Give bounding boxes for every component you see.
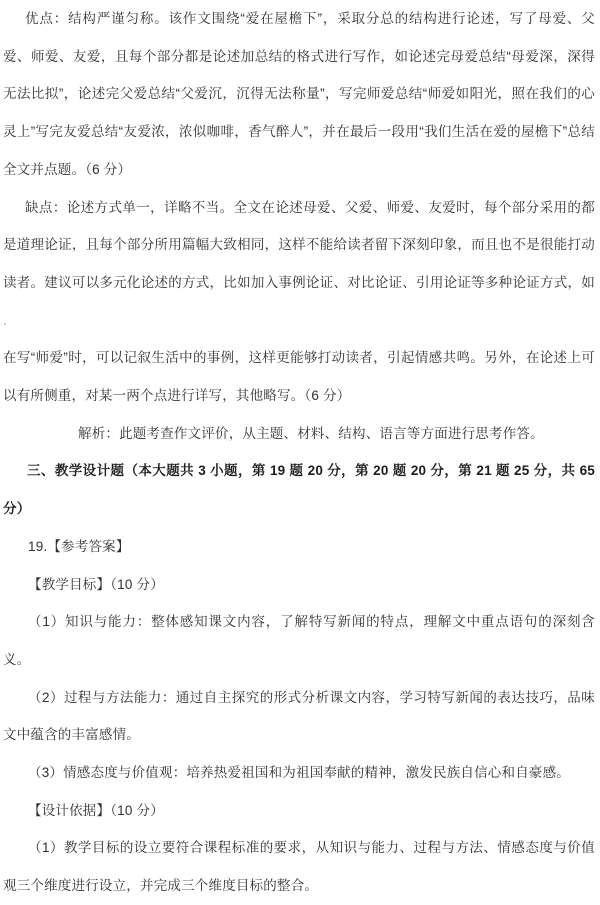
design-basis-heading: 【设计依据】（10 分）	[28, 802, 164, 818]
objective-knowledge-ability: （1）知识与能力：整体感知课文内容，了解特写新闻的特点，理解文中重点语句的深刻含义。	[3, 614, 595, 667]
cons-paragraph	[3, 189, 595, 340]
design-basis-point-1: （1）教学目标的设立要符合课程标准的要求，从知识与能力、过程与方法、情感态度与价值观三个维度进行设立，并完成三个维度目标的整合。	[3, 840, 595, 894]
teaching-objectives-heading: 【教学目标】（10 分）	[28, 576, 164, 592]
section-3-heading: 三、教学设计题（本大题共 3 小题，第 19 题 20 分，第 20 题 20 分，第 21 题 25 分，共 65 分）	[3, 463, 595, 517]
cons-paragraph-text: 缺点：论述方式单一，详略不当。全文在论述母爱、父爱、师爱、友爱时，每个部分采用的都是道理论证，且每个部分所用篇幅大致相同，这样不能给读者留下深刻印象，而且也不是很能打动读者。建议可以多元化论述的方式，比如加入事例论证、对比论证、引用论证等多种论证方式，如	[3, 199, 595, 290]
objective-process-method: （2）过程与方法能力：通过自主探究的形式分析课文内容，学习特写新闻的表达技巧，品味文中蕴含的丰富感情。	[3, 689, 595, 743]
pros-paragraph: 优点：结构严谨匀称。该作文围绕“爱在屋檐下”，采取分总的结构进行论述，写了母爱、父爱、师爱、友爱，且每个部分都是论述加总结的格式进行写作，如论述完母爱总结“母爱深，深得无法比拟”，论述完父爱总结“父爱沉，沉得无法称量”，写完师爱总结“师爱如阳光，照在我们的心灵上”写完友爱总结“友爱浓，浓似咖啡，香气醉人”，并在最后一段用“我们生活在爱的屋檐下”总结全文并点题。（6 分）	[3, 11, 595, 177]
question-19-answer-label: 19.【参考答案】	[28, 538, 130, 554]
cons-example-line: 在写“师爱”时，可以记叙生活中的事例，这样更能够打动读者，引起情感共鸣。另外，在论述上可以有所侧重，对某一两个点进行详写，其他略写。（6 分）	[3, 350, 595, 404]
analysis-note: 解析：此题考查作文评价，从主题、材料、结构、语言等方面进行思考作答。	[78, 425, 544, 441]
objective-emotion-values: （3）情感态度与价值观：培养热爱祖国和为祖国奉献的精神，激发民族自信心和自豪感。	[28, 765, 571, 781]
stray-period-mark: .	[3, 312, 7, 328]
